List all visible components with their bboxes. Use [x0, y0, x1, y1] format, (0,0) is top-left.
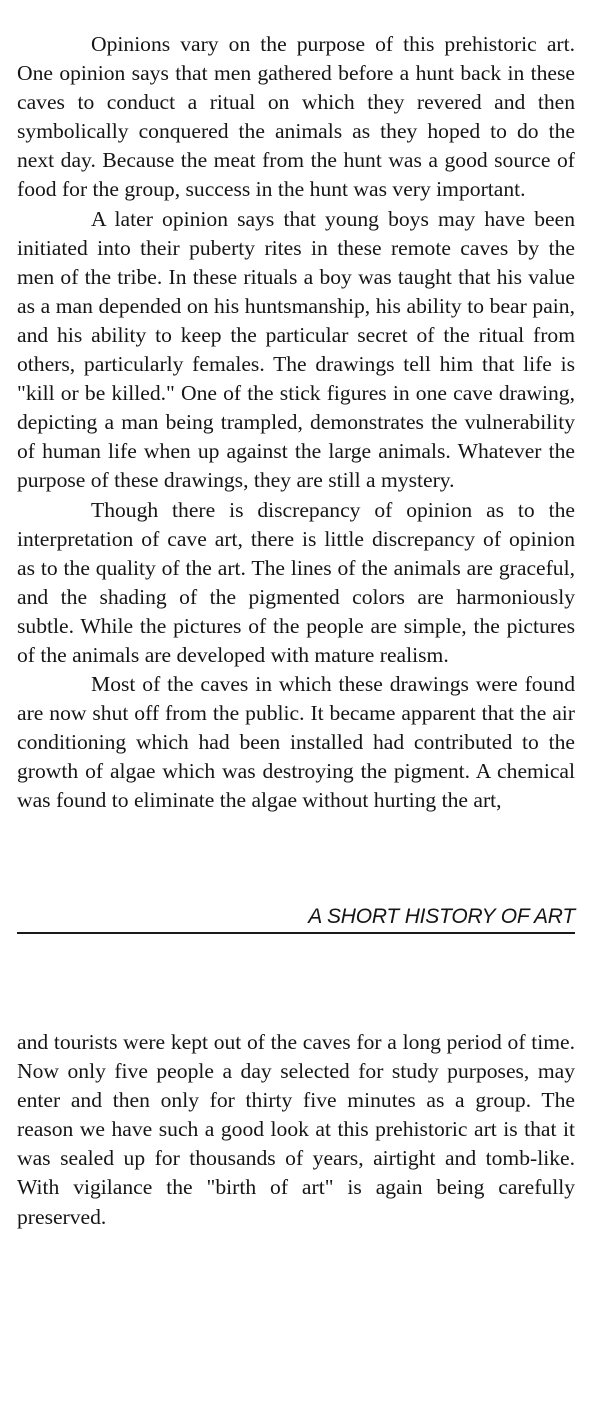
- paragraph-caves-closed: Most of the caves in which these drawings were found are now shut off from the public. It became apparent that the air conditioning which had been installed had contributed to the growth of algae which was destroying the pigment. A chemical was found to eliminate the algae without hurting the art,: [17, 672, 575, 813]
- bottom-text-block: [17, 1028, 575, 1232]
- paragraph-art-quality: Though there is discrepancy of opinion as to the interpretation of cave art, there is little discrepancy of opinion as to the quality of the art. The lines of the animals are graceful, and the shading of the pigmented colors are harmoniously subtle. While the pictures of the people are simple, the pictures of the animals are developed with mature realism.: [17, 497, 575, 667]
- top-text-block: [17, 30, 575, 816]
- running-head-title: A SHORT HISTORY OF ART: [308, 905, 575, 928]
- paragraph-continuation: and tourists were kept out of the caves for a long period of time. Now only five people a day selected for study purposes, may enter and then only for thirty five minutes as a group. The reason we have such a good look at this prehistoric art is that it was sealed up for thousands of years, airtight and tomb-like. With vigilance the "birth of art" is again being carefully preserved.: [17, 1030, 575, 1229]
- paragraph-purpose-opinions: Opinions vary on the purpose of this prehistoric art. One opinion says that men gathered before a hunt back in these caves to conduct a ritual on which they revered and then symbolically conquered the animals as they hoped to do the next day. Because the meat from the hunt was a good source of food for the group, success in the hunt was very important.: [17, 32, 575, 202]
- paragraph-puberty-rites: A later opinion says that young boys may have been initiated into their puberty rites in these remote caves by the men of the tribe. In these rituals a boy was taught that his value as a man depended on his huntsmanship, his ability to bear pain, and his ability to keep the particular secret of the ritual from others, particularly females. The drawings tell him that life is "kill or be killed." One of the stick figures in one cave drawing, depicting a man being trampled, demonstrates the vulnerability of human life when up against the large animals. Whatever the purpose of these drawings, they are still a mystery.: [17, 206, 575, 493]
- running-head-rule: [17, 898, 575, 934]
